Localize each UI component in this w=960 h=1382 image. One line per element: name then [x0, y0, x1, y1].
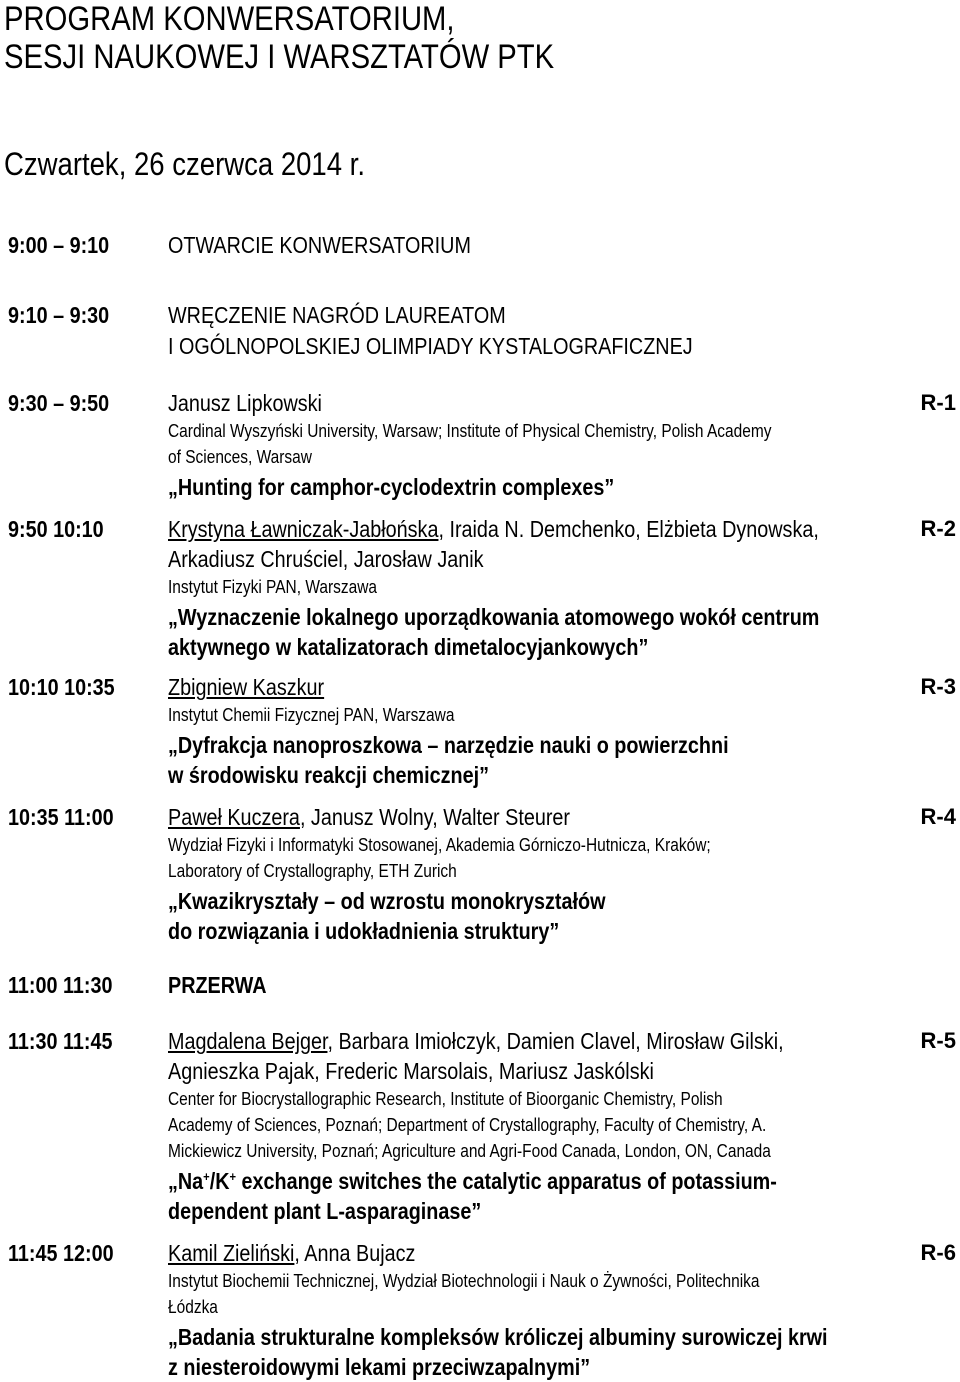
title-line-2: SESJI NAUKOWEJ I WARSZTATÓW PTK — [4, 38, 555, 76]
authors: Kamil Zieliński, Anna Bujacz — [168, 1240, 416, 1266]
talk-title: „Badania strukturalne kompleksów króliczej albuminy surowiczej krwi z niesteroidowymi lekami przeciwzapalnymi” — [168, 1324, 828, 1380]
talk-code: R-3 — [920, 674, 956, 699]
session-time: 10:10 10:35 — [8, 674, 115, 700]
session-heading: WRĘCZENIE NAGRÓD LAUREATOM I OGÓLNOPOLSKIEJ OLIMPIADY KYSTALOGRAFICZNEJ — [168, 302, 693, 359]
day-heading — [4, 146, 424, 182]
session-time: 9:50 10:10 — [8, 516, 104, 542]
presenter-name: Kamil Zieliński — [168, 1240, 295, 1266]
affiliation: Wydział Fizyki i Informatyki Stosowanej, Akademia Górniczo-Hutnicza, Kraków; Laboratory of Crystallography, ETH Zurich — [168, 835, 711, 881]
talk-code: R-5 — [920, 1028, 956, 1053]
authors: Janusz Lipkowski — [168, 390, 322, 416]
talk-title: „Wyznaczenie lokalnego uporządkowania atomowego wokół centrum aktywnego w katalizatorach dimetalocyjankowych” — [168, 604, 820, 660]
talk-title: „Na+/K+ exchange switches the catalytic apparatus of potassium- dependent plant L-asparaginase” — [168, 1168, 777, 1224]
session-time: 9:00 – 9:10 — [8, 232, 110, 258]
session-time: 9:30 – 9:50 — [8, 390, 110, 416]
authors: Magdalena Bejger, Barbara Imiołczyk, Damien Clavel, Mirosław Gilski, Agnieszka Pajak, Frederic Marsolais, Mariusz Jaskólski — [168, 1028, 784, 1084]
affiliation: Instytut Biochemii Technicznej, Wydział Biotechnologii i Nauk o Żywności, Politechnika Łódzka — [168, 1271, 760, 1317]
talk-code: R-2 — [920, 516, 956, 541]
authors — [168, 672, 898, 702]
presenter-name: Zbigniew Kaszkur — [168, 674, 325, 700]
affiliation: Center for Biocrystallographic Research, Institute of Bioorganic Chemistry, Polish Academy of Sciences, Poznań; Department of Crystallography, Faculty of Chemistry, A. Mickiewicz University, Poznań; Agriculture and Agri-Food Canada, London, ON, Canada — [168, 1089, 771, 1161]
page-title — [4, 0, 644, 76]
affiliation: Instytut Fizyki PAN, Warszawa — [168, 577, 378, 597]
session-time: 11:45 12:00 — [8, 1240, 114, 1266]
talk-code: R-1 — [920, 390, 956, 415]
day-heading-text: Czwartek, 26 czerwca 2014 r. — [4, 146, 365, 182]
talk-title: „Hunting for camphor-cyclodextrin complexes” — [168, 474, 615, 500]
session-heading: PRZERWA — [168, 972, 267, 998]
session-time: 10:35 11:00 — [8, 804, 114, 830]
talk-title: „Dyfrakcja nanoproszkowa – narzędzie nauki o powierzchni w środowisku reakcji chemicznej” — [168, 732, 729, 788]
session-time: 9:10 – 9:30 — [8, 302, 110, 328]
talk-title: „Kwazikryształy – od wzrostu monokryształów do rozwiązania i udokładnienia struktury” — [168, 888, 606, 944]
presenter-name: Krystyna Ławniczak-Jabłońska — [168, 516, 439, 542]
session-heading: OTWARCIE KONWERSATORIUM — [168, 232, 471, 258]
session-time: 11:30 11:45 — [8, 1028, 113, 1054]
talk-code: R-6 — [920, 1240, 956, 1265]
presenter-name: Paweł Kuczera — [168, 804, 300, 830]
title-line-1: PROGRAM KONWERSATORIUM, — [4, 0, 455, 38]
talk-code: R-4 — [920, 804, 956, 829]
session-time: 11:00 11:30 — [8, 972, 113, 998]
authors: Paweł Kuczera, Janusz Wolny, Walter Steurer — [168, 804, 570, 830]
authors: Krystyna Ławniczak-Jabłońska, Iraida N. Demchenko, Elżbieta Dynowska, Arkadiusz Chruściel, Jarosław Janik — [168, 516, 819, 572]
affiliation: Instytut Chemii Fizycznej PAN, Warszawa — [168, 705, 455, 725]
affiliation: Cardinal Wyszyński University, Warsaw; Institute of Physical Chemistry, Polish Academy of Sciences, Warsaw — [168, 421, 772, 467]
presenter-name: Magdalena Bejger — [168, 1028, 328, 1054]
